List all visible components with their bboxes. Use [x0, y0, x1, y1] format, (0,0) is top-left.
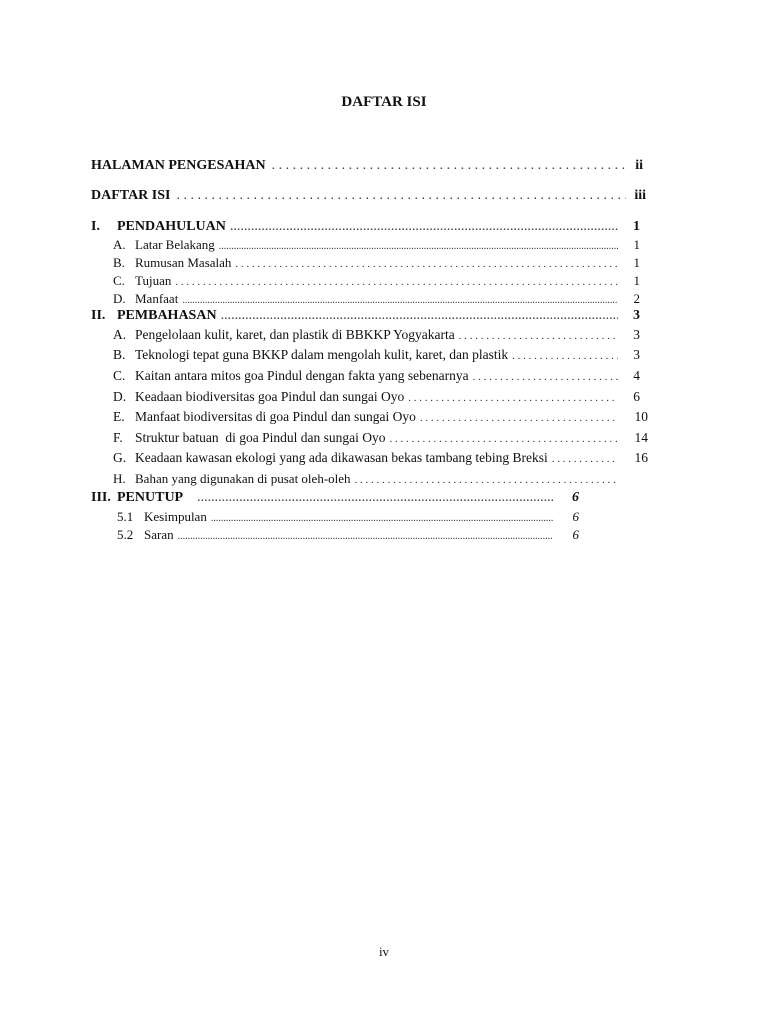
chapter-page: 6 — [572, 490, 579, 505]
toc-item-letter: C. — [113, 368, 126, 383]
toc-entry-page: ii — [635, 158, 643, 173]
toc-item — [113, 368, 640, 384]
page-title: DAFTAR ISI — [341, 94, 427, 110]
chapter-label: PENUTUP — [117, 490, 184, 505]
leader-dots — [272, 158, 627, 174]
toc-item-page: 16 — [634, 450, 648, 465]
leader-dots — [408, 392, 618, 404]
leader-dots — [512, 350, 618, 362]
toc-item-page: 1 — [633, 255, 640, 270]
chapter-pembahasan — [91, 308, 640, 324]
leader-dots — [230, 219, 618, 235]
toc-item-letter: B. — [113, 347, 126, 362]
toc-item — [117, 527, 579, 543]
toc-item — [113, 255, 640, 271]
leader-dots — [182, 295, 618, 306]
toc-item-label: Rumusan Masalah — [135, 255, 232, 270]
toc-item — [113, 450, 648, 466]
toc-item — [113, 471, 618, 487]
toc-entry-label: DAFTAR ISI — [91, 188, 171, 203]
leader-dots — [219, 241, 618, 252]
toc-item-label: Kaitan antara mitos goa Pindul dengan fakta yang sebenarnya — [135, 368, 469, 383]
toc-item-letter: B. — [113, 255, 125, 270]
chapter-number: II. — [91, 308, 106, 323]
toc-item-label: Pengelolaan kulit, karet, dan plastik di BBKKP Yogyakarta — [135, 327, 455, 342]
toc-item-label: Latar Belakang — [135, 237, 215, 252]
toc-entry-page: iii — [634, 188, 646, 203]
toc-item-letter: A. — [113, 327, 127, 342]
toc-item-label: Keadaan biodiversitas goa Pindul dan sungai Oyo — [135, 389, 405, 404]
toc-item — [117, 509, 579, 525]
toc-item-page: 3 — [633, 327, 640, 342]
toc-item — [113, 327, 640, 343]
toc-item-label: Bahan yang digunakan di pusat oleh-oleh — [135, 471, 351, 486]
toc-item-letter: 5.2 — [117, 527, 134, 542]
toc-item-page: 14 — [634, 430, 648, 445]
chapter-page: 3 — [633, 308, 640, 323]
toc-item — [113, 389, 640, 405]
toc-item-page: 1 — [633, 237, 640, 252]
leader-dots — [178, 531, 553, 542]
chapter-number: I. — [91, 219, 100, 234]
toc-item-letter: F. — [113, 430, 123, 445]
toc-item-letter: E. — [113, 409, 125, 424]
toc-item — [113, 430, 648, 446]
toc-item-page: 6 — [572, 527, 579, 542]
toc-item-letter: G. — [113, 450, 127, 465]
leader-dots — [175, 276, 618, 288]
toc-item-page: 2 — [633, 291, 640, 306]
toc-item-label: Teknologi tepat guna BKKP dalam mengolah kulit, karet, dan plastik — [135, 347, 509, 362]
toc-item-label: Struktur batuan di goa Pindul dan sungai Oyo — [135, 430, 386, 445]
chapter-penutup — [91, 490, 579, 506]
toc-item-page: 6 — [572, 509, 579, 524]
leader-dots — [176, 188, 626, 204]
leader-dots — [420, 412, 618, 424]
leader-dots — [235, 258, 618, 270]
chapter-number: III. — [91, 490, 111, 505]
toc-entry-daftar-isi — [91, 188, 646, 204]
toc-item-label: Manfaat — [135, 291, 179, 306]
leader-dots — [197, 490, 553, 506]
toc-item-label: Saran — [144, 527, 174, 542]
chapter-pendahuluan — [91, 219, 640, 235]
page-number: iv — [378, 944, 390, 959]
leader-dots — [221, 308, 618, 324]
leader-dots — [552, 453, 618, 465]
toc-item — [113, 347, 640, 363]
toc-item-label: Tujuan — [135, 273, 172, 288]
toc-item-page: 3 — [633, 347, 640, 362]
toc-entry-label: HALAMAN PENGESAHAN — [91, 158, 266, 173]
toc-item-label: Kesimpulan — [144, 509, 207, 524]
toc-item-label: Keadaan kawasan ekologi yang ada dikawasan bekas tambang tebing Breksi — [135, 450, 548, 465]
leader-dots — [473, 371, 618, 383]
toc-item-page: 10 — [634, 409, 648, 424]
toc-item-page: 6 — [633, 389, 640, 404]
leader-dots — [355, 474, 618, 486]
toc-item-letter: C. — [113, 273, 125, 288]
chapter-label: PENDAHULUAN — [117, 219, 226, 234]
toc-item-letter: H. — [113, 471, 126, 486]
toc-item — [113, 291, 640, 307]
leader-dots — [389, 433, 618, 445]
leader-dots — [459, 330, 618, 342]
toc-item-letter: D. — [113, 291, 126, 306]
toc-item-letter: A. — [113, 237, 126, 252]
toc-entry-halaman-pengesahan — [91, 158, 643, 174]
toc-item-page: 4 — [633, 368, 640, 383]
toc-item-page: 1 — [633, 273, 640, 288]
toc-item-label: Manfaat biodiversitas di goa Pindul dan sungai Oyo — [135, 409, 416, 424]
leader-dots — [211, 513, 553, 524]
toc-item — [113, 409, 648, 425]
toc-item — [113, 237, 640, 253]
chapter-label: PEMBAHASAN — [117, 308, 217, 323]
toc-item-letter: D. — [113, 389, 127, 404]
toc-item-letter: 5.1 — [117, 509, 134, 524]
toc-item — [113, 273, 640, 289]
chapter-page: 1 — [633, 219, 640, 234]
